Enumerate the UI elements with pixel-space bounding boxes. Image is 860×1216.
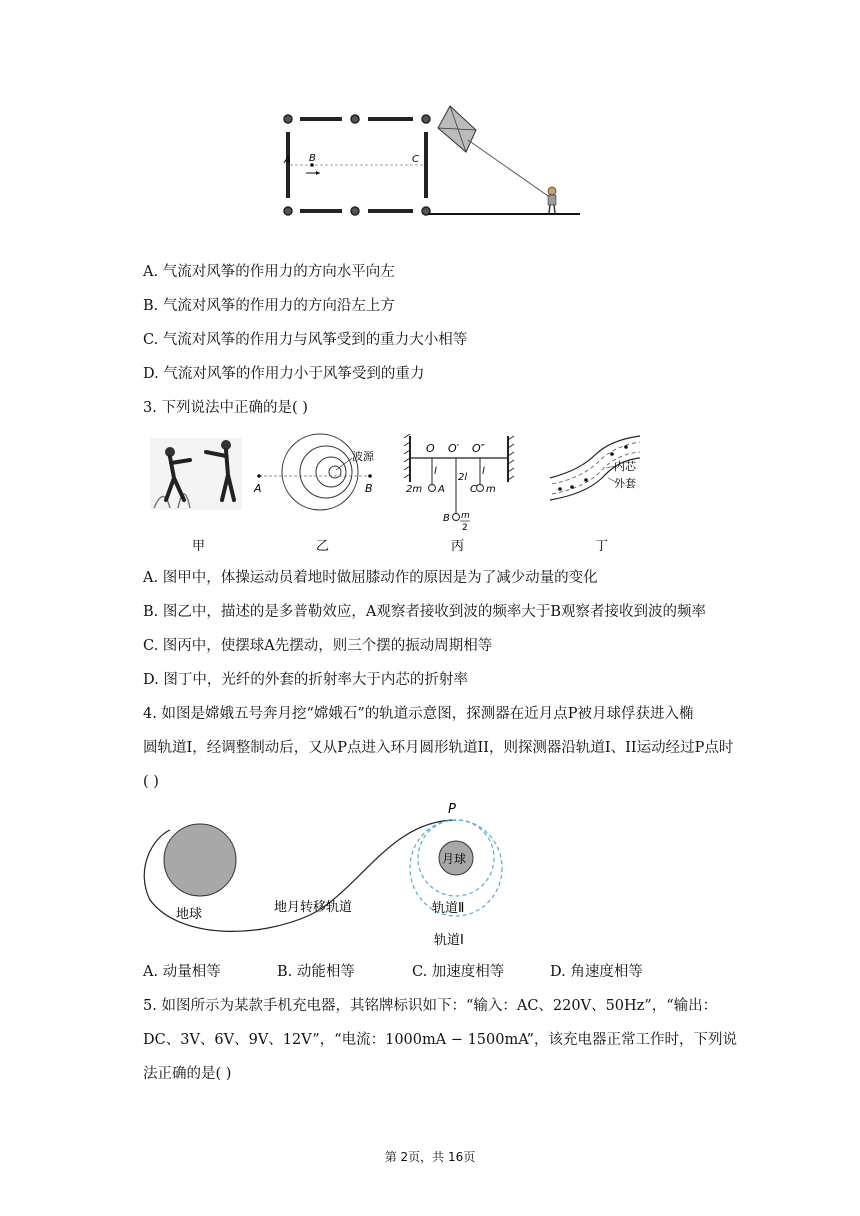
- label-earth: 地球: [176, 907, 203, 922]
- q2-option-c: C. 气流对风筝的作用力与风筝受到的重力大小相等: [143, 332, 468, 348]
- q4-option-c: C. 加速度相等: [412, 964, 505, 980]
- bing-o: O: [426, 442, 435, 455]
- q2-option-a: A. 气流对风筝的作用力的方向水平向左: [143, 264, 395, 280]
- bing-m-den: 2: [462, 523, 468, 533]
- q3-option-a: A. 图甲中，体操运动员着地时做屈膝动作的原因是为了减少动量的变化: [143, 570, 598, 586]
- bing-a: A: [438, 484, 445, 495]
- q4-option-a: A. 动量相等: [143, 964, 221, 980]
- q4-line-3: ( ): [143, 774, 159, 790]
- bing-m-num: m: [461, 511, 470, 521]
- label-transfer-orbit: 地月转移轨道: [274, 900, 353, 915]
- q2-option-b: B. 气流对风筝的作用力的方向沿左上方: [143, 298, 395, 314]
- caption-bing: 丙: [451, 539, 465, 554]
- bing-m: m: [486, 484, 496, 495]
- q4-option-b: B. 动能相等: [277, 964, 355, 980]
- wave-source-label: 波源: [352, 450, 374, 463]
- yi-label-a: A: [254, 482, 262, 495]
- fiber-core-label: 内芯: [614, 460, 636, 473]
- label-b: B: [309, 153, 316, 164]
- bing-c: C: [470, 484, 477, 495]
- label-p: P: [448, 802, 456, 817]
- caption-jia: 甲: [192, 539, 206, 554]
- kite-icon: [438, 106, 476, 152]
- bing-b: B: [443, 513, 450, 524]
- bing-2l: 2l: [458, 472, 468, 483]
- fiber-sheath-label: 外套: [614, 477, 636, 490]
- q5-line-2: DC、3V、6V、9V、12V”，“电流：1000mA − 1500mA”，该充电器正常工作时，下列说: [143, 1032, 737, 1048]
- q3-option-d: D. 图丁中，光纤的外套的折射率大于内芯的折射率: [143, 672, 468, 688]
- q2-option-d: D. 气流对风筝的作用力小于风筝受到的重力: [143, 366, 425, 382]
- doppler-circles: [282, 434, 358, 510]
- child-icon: [548, 187, 556, 213]
- q5-line-1: 5. 如图所示为某款手机充电器，其铭牌标识如下：“输入：AC、220V、50Hz”，“输出：: [143, 998, 718, 1014]
- q4-option-d: D. 角速度相等: [550, 964, 643, 980]
- gymnast-photo: [150, 438, 242, 510]
- bing-l2: l: [482, 466, 485, 477]
- q3-stem: 3. 下列说法中正确的是( ): [143, 400, 308, 416]
- bing-o1: O′: [448, 442, 460, 455]
- kite-string: [468, 140, 548, 196]
- orbit-figure: [140, 800, 540, 952]
- bing-2m: 2m: [406, 484, 423, 495]
- label-moon: 月球: [442, 852, 467, 866]
- q4-line-1: 4. 如图是嫦娥五号奔月挖“嫦娥石”的轨道示意图，探测器在近月点P被月球俘获进入椭: [143, 706, 694, 722]
- kite-figure: [278, 100, 588, 225]
- earth: [164, 824, 236, 896]
- yi-label-b: B: [365, 482, 373, 495]
- caption-yi: 乙: [316, 539, 330, 554]
- q5-line-3: 法正确的是( ): [143, 1066, 232, 1082]
- caption-ding: 丁: [595, 539, 609, 554]
- label-orbit-1: 轨道Ⅰ: [434, 933, 464, 948]
- page-footer: 第 2页，共 16页: [384, 1150, 476, 1164]
- bing-l1: l: [434, 466, 437, 477]
- q4-line-2: 圆轨道I，经调整制动后，又从P点进入环月圆形轨道II，则探测器沿轨道I、II运动经过P点时: [143, 740, 734, 756]
- q3-option-c: C. 图丙中，使摆球A先摆动，则三个摆的振动周期相等: [143, 638, 493, 654]
- label-orbit-2: 轨道Ⅱ: [432, 901, 465, 916]
- q3-option-b: B. 图乙中，描述的是多普勒效应，A观察者接收到波的频率大于B观察者接收到波的频率: [143, 604, 706, 620]
- bing-o2: O″: [472, 442, 485, 455]
- label-c: C: [412, 154, 419, 165]
- q3-figure: [140, 430, 660, 560]
- label-a: A: [284, 155, 291, 166]
